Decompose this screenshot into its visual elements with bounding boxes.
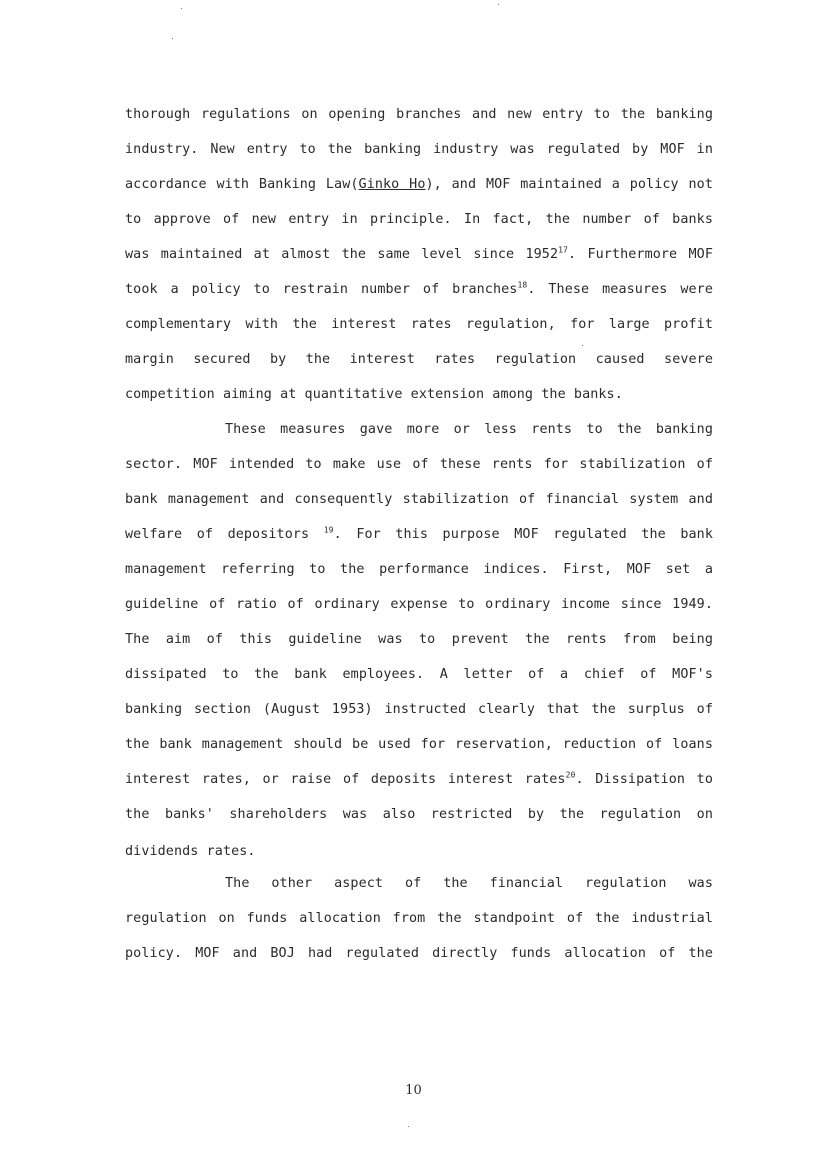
text-line: policy. MOF and BOJ had regulated directly funds allocation of the — [125, 946, 713, 961]
footnote-ref: 20 — [565, 770, 576, 780]
text-line: The aim of this guideline was to prevent the rents from being — [125, 632, 713, 647]
text-line: interest rates, or raise of deposits interest rates$^{20}$. Dissipation to — [125, 770, 713, 787]
text-line: regulation on funds allocation from the standpoint of the industrial — [125, 911, 713, 926]
footnote-ref: 19 — [323, 525, 334, 535]
text-line: bank management and consequently stabilization of financial system and — [125, 492, 713, 507]
text-line: to approve of new entry in principle. In fact, the number of banks — [125, 212, 713, 227]
text-line: guideline of ratio of ordinary expense to ordinary income since 1949. — [125, 597, 713, 612]
text-line: dissipated to the bank employees. A letter of a chief of MOF's — [125, 667, 713, 682]
underlined-term: Ginko Ho — [358, 177, 426, 192]
text-line: These measures gave more or less rents to the banking — [225, 422, 713, 437]
scan-speck — [498, 4, 499, 5]
text-line: welfare of depositors $^{19}$. For this purpose MOF regulated the bank — [125, 525, 713, 542]
text-line: took a policy to restrain number of branches$^{18}$. These measures were — [125, 280, 713, 297]
text-line: complementary with the interest rates regulation, for large profit — [125, 317, 713, 332]
text-line: competition aiming at quantitative extension among the banks. — [125, 387, 623, 402]
scan-speck — [181, 8, 182, 9]
page-number: 10 — [405, 1083, 422, 1098]
text-line: sector. MOF intended to make use of these rents for stabilization of — [125, 457, 713, 472]
footnote-ref: 17 — [558, 245, 568, 255]
scan-speck — [582, 345, 583, 346]
text-line: management referring to the performance indices. First, MOF set a — [125, 562, 713, 577]
text-line: the banks' shareholders was also restricted by the regulation on — [125, 807, 713, 822]
scan-speck — [408, 1126, 409, 1127]
text-line: margin secured by the interest rates regulation caused severe — [125, 352, 713, 367]
text-line: industry. New entry to the banking industry was regulated by MOF in — [125, 142, 713, 157]
scan-speck — [172, 38, 173, 39]
footnote-ref: 18 — [517, 280, 528, 290]
text-line: banking section (August 1953) instructed clearly that the surplus of — [125, 702, 713, 717]
text-line: the bank management should be used for reservation, reduction of loans — [125, 737, 713, 752]
text-line: dividends rates. — [125, 844, 256, 859]
text-line: accordance with Banking Law(Ginko Ho), and MOF maintained a policy not — [125, 177, 713, 192]
text-line: The other aspect of the financial regulation was — [225, 876, 713, 891]
text-line: was maintained at almost the same level since 1952$^{17}$. Furthermore MOF — [125, 245, 713, 262]
text-line: thorough regulations on opening branches and new entry to the banking — [125, 107, 713, 122]
